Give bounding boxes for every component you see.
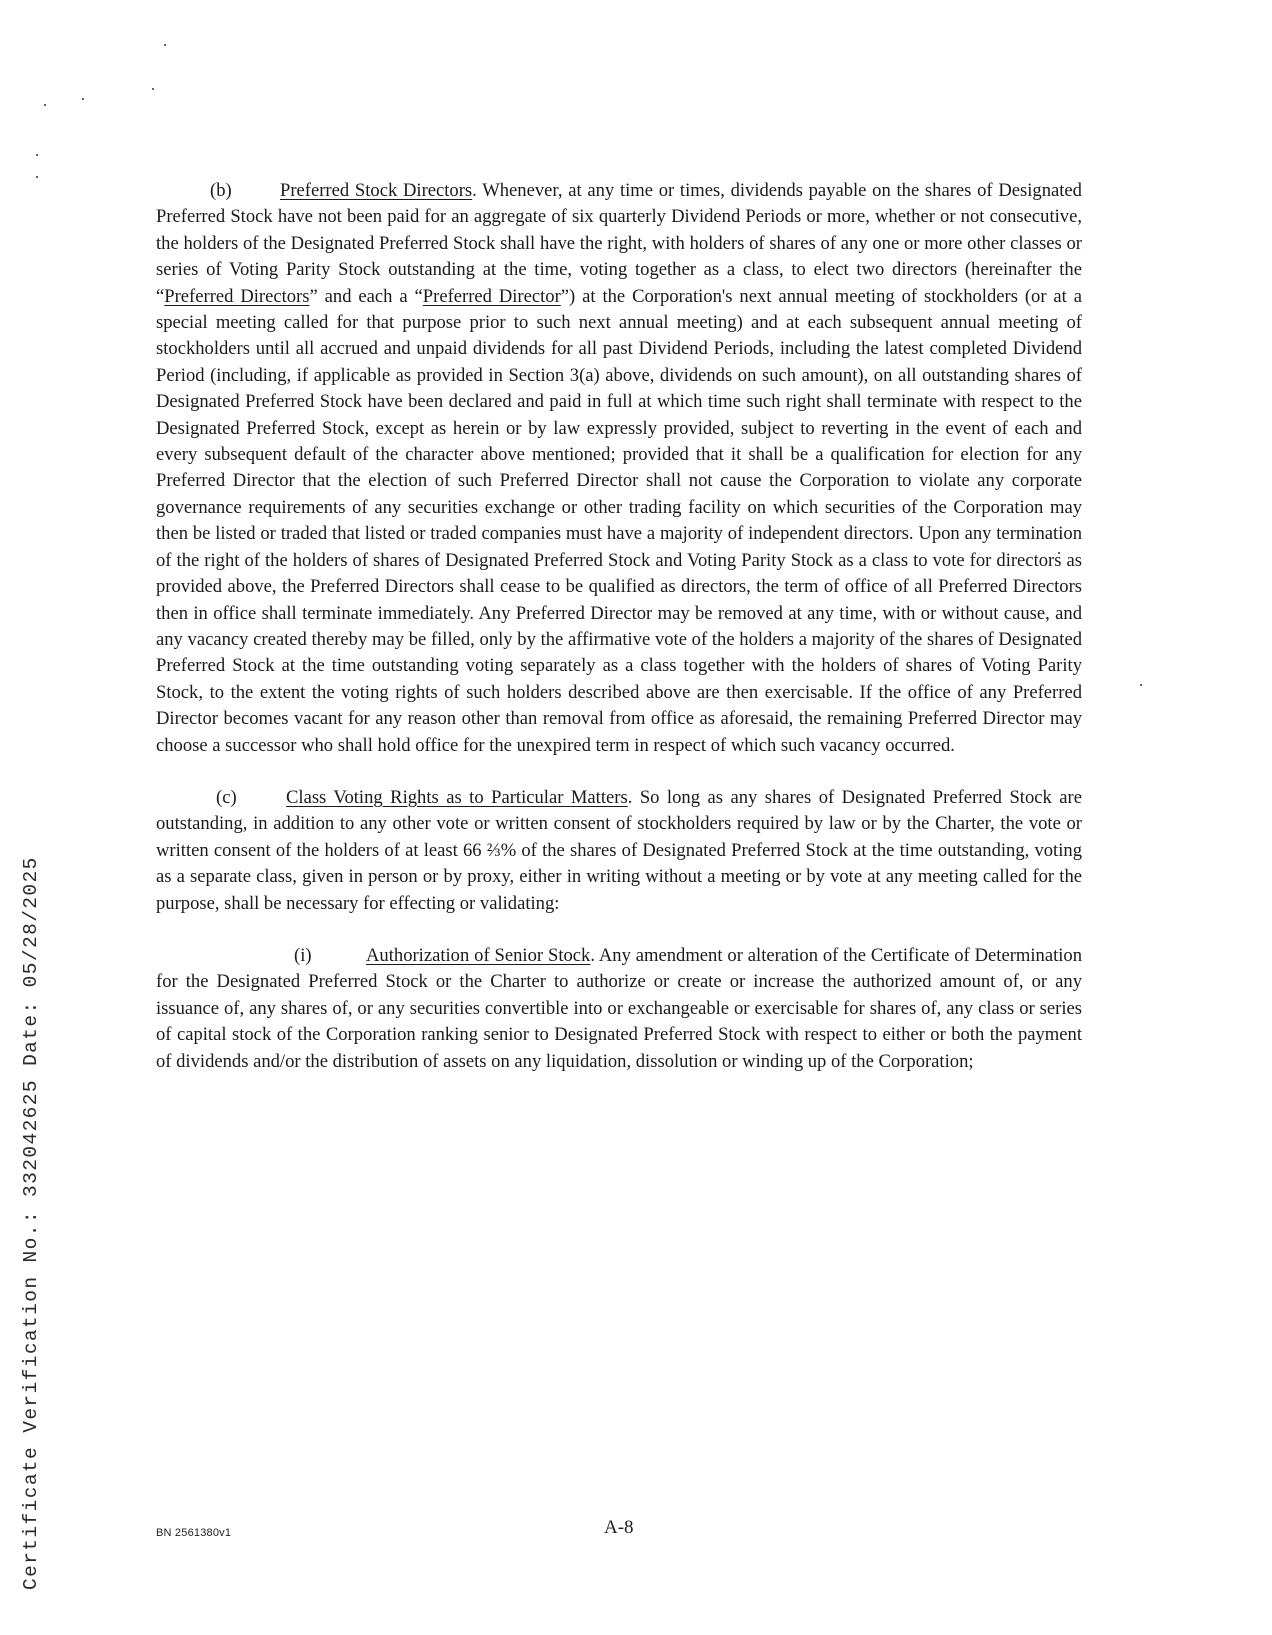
paragraph-authorization-senior-stock xyxy=(156,943,1082,1075)
scan-speck xyxy=(44,104,46,106)
defined-term: Preferred Director xyxy=(422,285,561,307)
defined-term: Preferred Directors xyxy=(164,285,310,307)
section-marker: (c) xyxy=(216,786,237,808)
document-id: BN 2561380v1 xyxy=(156,1527,232,1539)
document-body xyxy=(156,178,1082,1075)
paragraph-class-voting-rights xyxy=(156,785,1082,917)
section-marker: (b) xyxy=(210,180,232,201)
certificate-verification-stamp: Certificate Verification No.: 332042625 Date: 05/28/2025 xyxy=(20,856,42,1590)
paragraph-preferred-stock-directors xyxy=(156,178,1082,759)
paragraph-text: . Any amendment or alteration of the Certificate of Determination for the Designated Preferred Stock or the Charter to authorize or create or increase the authorized amount of, or any issuance of, any shares of, or any securities convertible into or exchangeable or exercisable for shares of, any class or series of capital stock of the Corporation ranking senior to Designated Preferred Stock with respect to either or both the payment of dividends and/or the distribution of assets on any liquidation, dissolution or winding up of the Corporation; xyxy=(156,944,1083,1072)
page-number: A-8 xyxy=(604,1517,634,1538)
scan-speck xyxy=(1140,684,1142,686)
paragraph-text: ”) at the Corporation's next annual meeting of stockholders (or at a special meeting called for that purpose prior to such next annual meeting) and at each subsequent annual meeting of stockholders until all accrued and unpaid dividends for all past Dividend Periods, including the latest completed Dividend Period (including, if applicable as provided in Section 3(a) above, dividends on such amount), on all outstanding shares of Designated Preferred Stock have been declared and paid in full at which time such right shall terminate with respect to the Designated Preferred Stock, except as herein or by law expressly provided, subject to reverting in the event of each and every subsequent default of the character above mentioned; provided that it shall be a qualification for election for any Preferred Director that the election of such Preferred Director shall not cause the Corporation to violate any corporate governance requirements of any securities exchange or other trading facility on which securities of the Corporation may then be listed or traded that listed or traded companies must have a majority of independent directors. Upon any termination of the right of the holders of shares of Designated Preferred Stock and Voting Parity Stock as a class to vote for directors as provided above, the Preferred Directors shall cease to be qualified as directors, the term of office of all Preferred Directors then in office shall terminate immediately. Any Preferred Director may be removed at any time, with or without cause, and any vacancy created thereby may be filled, only by the affirmative vote of the holders a majority of the shares of Designated Preferred Stock at the time outstanding voting separately as a class together with the holders of shares of Voting Parity Stock, to the extent the voting rights of such holders described above are then exercisable. If the office of any Preferred Director becomes vacant for any reason other than removal from office as aforesaid, the remaining Preferred Director may choose a successor who shall hold office for the unexpired term in respect of which such vacancy occurred. xyxy=(156,285,1082,756)
section-marker: (i) xyxy=(294,944,312,966)
scan-speck xyxy=(36,154,38,156)
section-heading: Preferred Stock Directors xyxy=(280,180,473,201)
section-heading: Class Voting Rights as to Particular Matters xyxy=(286,786,628,808)
scan-speck xyxy=(82,98,84,100)
paragraph-text: . So long as any shares of Designated Preferred Stock are outstanding, in addition to any other vote or written consent of stockholders required by law or by the Charter, the vote or written consent of the holders of at least 66 ⅔% of the shares of Designated Preferred Stock at the time outstanding, voting as a separate class, given in person or by proxy, either in writing without a meeting or by vote at any meeting called for the purpose, shall be necessary for effecting or validating: xyxy=(156,786,1082,914)
paragraph-text: ” and each a “ xyxy=(309,285,423,307)
paragraph-text: . Whenever, at any time or times, dividends payable on the shares of Designated Preferred Stock have not been paid for an aggregate of six quarterly Dividend Periods or more, whether or not consecutive, the holders of the Designated Preferred Stock shall have the right, with holders of shares of any one or more other classes or series of Voting Parity Stock outstanding at the time, voting together as a class, to elect two directors (hereinafter the “ xyxy=(156,180,1082,307)
section-heading: Authorization of Senior Stock xyxy=(366,944,591,966)
scan-speck xyxy=(164,44,166,46)
scan-speck xyxy=(152,88,154,90)
scan-speck xyxy=(36,176,38,178)
